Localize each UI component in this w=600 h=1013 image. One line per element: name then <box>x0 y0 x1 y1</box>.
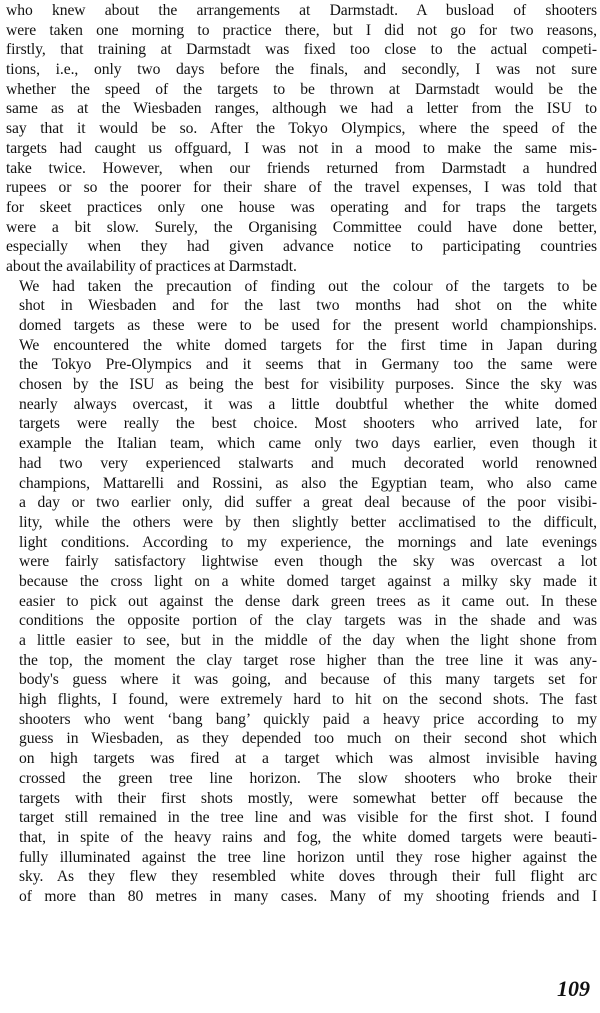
text-column <box>6 1 597 907</box>
text-line: light conditions. According to my experience, the mornings and late evenings <box>19 533 597 551</box>
text-line: target still remained in the tree line and was visible for the first shot. I found <box>19 809 597 827</box>
paragraph-1 <box>6 1 597 277</box>
text-line: body's guess where it was going, and because of this many targets set for <box>19 671 597 689</box>
text-line: the top, the moment the clay target rose higher than the tree line it was any- <box>19 651 597 669</box>
text-line: had two very experienced stalwarts and much decorated world renowned <box>19 454 597 472</box>
text-line: were a bit slow. Surely, the Organising Committee could have done better, <box>6 218 597 236</box>
text-line: We encountered the white domed targets for the first time in Japan during <box>19 336 597 354</box>
text-line: were taken one morning to practice there, but I did not go for two reasons, <box>6 21 597 39</box>
text-line: nearly always overcast, it was a little doubtful whether the white domed <box>19 395 597 413</box>
text-line: were fairly satisfactory lightwise even though the sky was overcast a lot <box>19 553 597 571</box>
text-line: of more than 80 metres in many cases. Many of my shooting friends and I <box>19 887 597 905</box>
text-line: same as at the Wiesbaden ranges, although we had a letter from the ISU to <box>6 100 597 118</box>
text-line: chosen by the ISU as being the best for visibility purposes. Since the sky was <box>19 376 597 394</box>
text-line: firstly, that training at Darmstadt was fixed too close to the actual competi- <box>6 41 597 59</box>
text-line: take twice. However, when our friends returned from Darmstadt a hundred <box>6 159 597 177</box>
text-line: tions, i.e., only two days before the finals, and secondly, I was not sure <box>6 61 597 79</box>
text-line: because the cross light on a white domed target against a milky sky made it <box>19 572 597 590</box>
text-line: champions, Mattarelli and Rossini, as also the Egyptian team, who also came <box>19 474 597 492</box>
text-line: We had taken the precaution of finding out the colour of the targets to be <box>19 277 597 295</box>
text-line: high flights, I found, were extremely hard to hit on the second shots. The fast <box>19 691 597 709</box>
text-line: shooters who went ‘bang bang’ quickly paid a heavy price according to my <box>19 710 597 728</box>
page-number: 109 <box>557 976 590 1001</box>
text-line: targets had caught us offguard, I was not in a mood to make the same mis- <box>6 139 597 157</box>
text-line: a little easier to see, but in the middle of the day when the light shone from <box>19 632 597 649</box>
text-line: fully illuminated against the tree line horizon until they rose higher against the <box>19 848 597 866</box>
text-line: say that it would be so. After the Tokyo Olympics, where the speed of the <box>6 120 597 138</box>
text-line: domed targets as these were to be used for the present world championships. <box>19 317 597 334</box>
text-line: especially when they had given advance notice to participating countries <box>6 238 597 256</box>
text-line: who knew about the arrangements at Darmstadt. A busload of shooters <box>6 2 597 19</box>
text-line: that, in spite of the heavy rains and fog, the white domed targets were beauti- <box>19 828 597 846</box>
text-line: a day or two earlier only, did suffer a great deal because of the poor visibi- <box>19 494 597 512</box>
text-line: for skeet practices only one house was operating and for traps the targets <box>6 198 597 216</box>
text-line: crossed the green tree line horizon. The slow shooters who broke their <box>19 769 597 787</box>
paragraph-2 <box>6 277 597 907</box>
text-line: sky. As they flew they resembled white doves through their full flight arc <box>19 868 597 886</box>
text-line: guess in Wiesbaden, as they depended too much on their second shot which <box>19 730 597 748</box>
text-line: easier to pick out against the dense dark green trees as it came out. In these <box>19 592 597 610</box>
text-line: lity, while the others were by then slightly better acclimatised to the difficult, <box>19 513 597 531</box>
text-line: conditions the opposite portion of the clay targets was in the shade and was <box>19 612 597 630</box>
text-line: the Tokyo Pre-Olympics and it seems that in Germany too the same were <box>19 356 597 374</box>
text-line: targets with their first shots mostly, were somewhat better off because the <box>19 789 597 807</box>
text-line: example the Italian team, which came only two days earlier, even though it <box>19 435 597 453</box>
text-line: targets were really the best choice. Most shooters who arrived late, for <box>19 415 597 433</box>
text-line: whether the speed of the targets to be thrown at Darmstadt would be the <box>6 80 597 98</box>
text-line: rupees or so the poorer for their share of the travel expenses, I was told that <box>6 179 597 197</box>
text-line: about the availability of practices at Darmstadt. <box>6 257 297 275</box>
text-line: on high targets was fired at a target which was almost invisible having <box>19 750 597 768</box>
text-line: shot in Wiesbaden and for the last two months had shot on the white <box>19 297 597 315</box>
